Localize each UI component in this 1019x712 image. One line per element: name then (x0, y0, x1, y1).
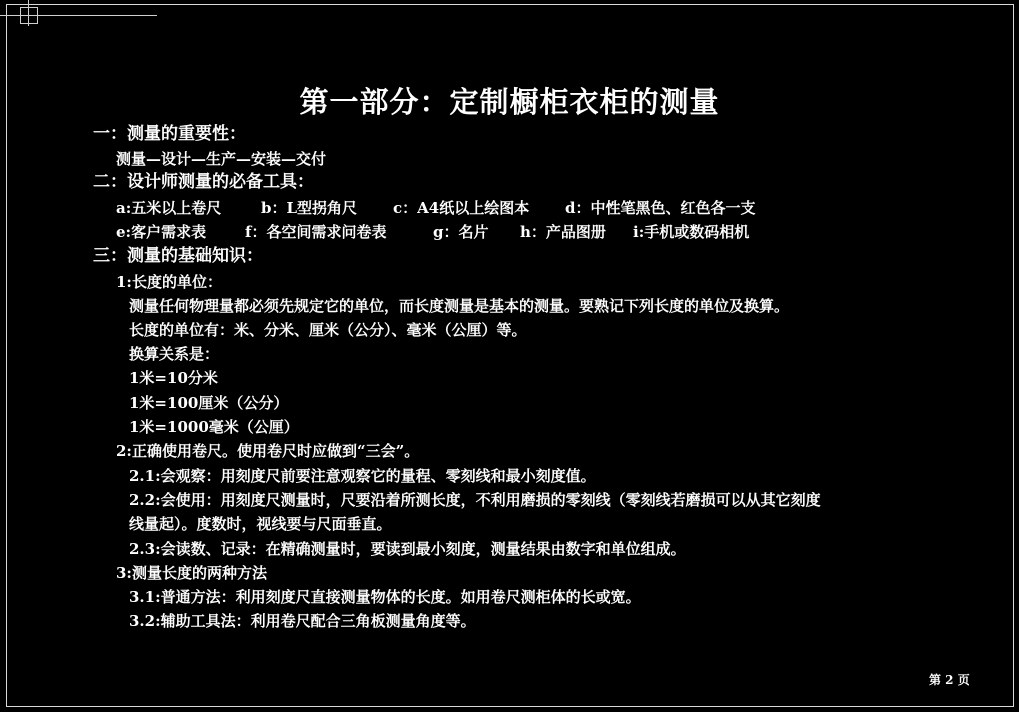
units-list: 长度的单位有：米、分米、厘米（公分）、毫米（公厘）等。 (129, 321, 527, 339)
method-step: 3.2:辅助工具法：利用卷尺配合三角板测量角度等。 (129, 612, 476, 630)
cursor-pickbox-icon (20, 7, 38, 24)
tape-step: 2.2:会使用：用刻度尺测量时，尺要沿着所测长度，不利用磨损的零刻线（零刻线若磨损可以从其它刻度 (129, 491, 821, 509)
tool-item: i:手机或数码相机 (633, 223, 750, 241)
conversion-line: 1米=100厘米（公分） (129, 394, 289, 412)
tool-item: h：产品图册 (520, 223, 606, 241)
tape-step: 2.3:会读数、记录：在精确测量时，要读到最小刻度，测量结果由数字和单位组成。 (129, 540, 686, 558)
units-heading: 1:长度的单位： (116, 273, 222, 291)
tool-item: g：名片 (433, 223, 489, 241)
tape-step: 2.1:会观察：用刻度尺前要注意观察它的量程、零刻线和最小刻度值。 (129, 467, 596, 485)
tool-item: f：各空间需求问卷表 (245, 223, 387, 241)
tool-item: e:客户需求表 (116, 223, 207, 241)
tape-heading: 2:正确使用卷尺。使用卷尺时应做到“三会”。 (116, 442, 420, 460)
tool-item: d：中性笔黑色、红色各一支 (565, 199, 756, 217)
tape-step-continued: 线量起）。度数时，视线要与尺面垂直。 (129, 515, 392, 533)
conversion-label: 换算关系是： (129, 345, 220, 363)
tool-item: c：A4纸以上绘图本 (393, 199, 530, 217)
section-3-heading: 三：测量的基础知识： (93, 246, 263, 266)
section-2-heading: 二：设计师测量的必备工具： (93, 172, 314, 192)
page-number: 第 2 页 (929, 673, 970, 687)
section-1-heading: 一：测量的重要性： (93, 124, 246, 144)
page-title: 第一部分：定制橱柜衣柜的测量 (299, 85, 720, 119)
conversion-line: 1米=1000毫米（公厘） (129, 418, 299, 436)
conversion-line: 1米=10分米 (129, 369, 218, 387)
methods-heading: 3:测量长度的两种方法 (116, 564, 267, 582)
workflow-text: 测量—设计—生产—安装—交付 (116, 150, 327, 168)
method-step: 3.1:普通方法：利用刻度尺直接测量物体的长度。如用卷尺测柜体的长或宽。 (129, 588, 641, 606)
units-paragraph: 测量任何物理量都必须先规定它的单位，而长度测量是基本的测量。要熟记下列长度的单位及换算。 (129, 297, 790, 315)
tool-item: b：L型拐角尺 (261, 199, 358, 217)
tool-item: a:五米以上卷尺 (116, 199, 222, 217)
